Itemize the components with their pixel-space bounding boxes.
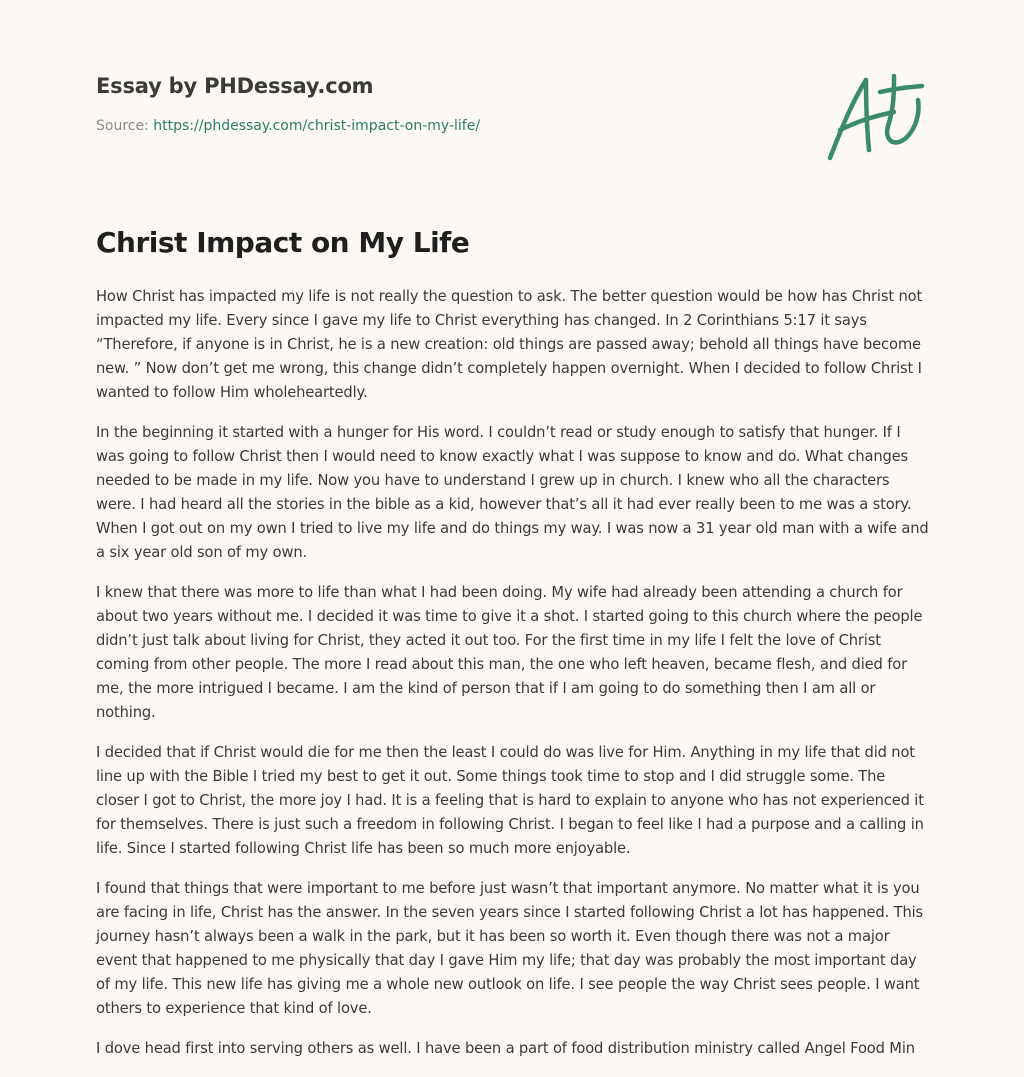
source-label: Source: xyxy=(96,118,154,134)
essay-paragraph: I knew that there was more to life than what I had been doing. My wife had already been attending a church for about two years without me. I decided it was time to give it a shot. I started going to this church where the people didn’t just talk about living for Christ, they acted it out too. For the first time in my life I felt the love of Christ coming from other people. The more I read about this man, the one who left heaven, became flesh, and died for me, the more intrigued I became. I am the kind of person that if I am going to do something then I am all or nothing. xyxy=(96,584,923,721)
essay-paragraph: I found that things that were important to me before just wasn’t that important anymore. No matter what it is you are facing in life, Christ has the answer. In the seven years since I started following Christ a lot has happened. This journey hasn’t always been a walk in the park, but it has been so worth it. Even though there was not a major event that happened to me physically that day I gave Him my life; that day was probably the most important day of my life. This new life has giving me a whole new outlook on life. I see people the way Christ sees people. I want others to experience that kind of love. xyxy=(96,880,924,1017)
source-link[interactable]: https://phdessay.com/christ-impact-on-my-life/ xyxy=(153,118,481,134)
essay-paragraph: How Christ has impacted my life is not really the question to ask. The better question would be how has Christ not impacted my life. Every since I gave my life to Christ everything has changed. In 2 Corinthians 5:17 it says “Therefore, if anyone is in Christ, he is a new creation: old things are passed away; behold all things have become new. ” Now don’t get me wrong, this change didn’t completely happen overnight. When I decided to follow Christ I wanted to follow Him wholeheartedly. xyxy=(96,288,923,401)
source-line xyxy=(96,118,936,134)
essay-title: Christ Impact on My Life xyxy=(96,226,470,259)
essay-header xyxy=(96,74,936,134)
a-plus-grade-logo-icon xyxy=(822,70,926,164)
essay-paragraph: In the beginning it started with a hunger for His word. I couldn’t read or study enough to satisfy that hunger. If I was going to follow Christ then I would need to know exactly what I was suppose to know and do. What changes needed to be made in my life. Now you have to understand I grew up in church. I knew who all the characters were. I had heard all the stories in the bible as a kid, however that’s all it had ever really been to me was a story. When I got out on my own I tried to live my life and do things my way. I was now a 31 year old man with a wife and a six year old son of my own. xyxy=(96,424,929,561)
essay-paragraph: I dove head first into serving others as well. I have been a part of food distribution ministry called Angel Food Min xyxy=(96,1040,915,1057)
essay-body xyxy=(96,285,932,1077)
essay-paragraph: I decided that if Christ would die for me then the least I could do was live for Him. Anything in my life that did not line up with the Bible I tried my best to get it out. Some things took time to stop and I did struggle some. The closer I got to Christ, the more joy I had. It is a feeling that is hard to explain to anyone who has not experienced it for themselves. There is just such a freedom in following Christ. I began to feel like I had a purpose and a calling in life. Since I started following Christ life has been so much more enjoyable. xyxy=(96,744,924,857)
site-brand: Essay by PHDessay.com xyxy=(96,74,374,98)
